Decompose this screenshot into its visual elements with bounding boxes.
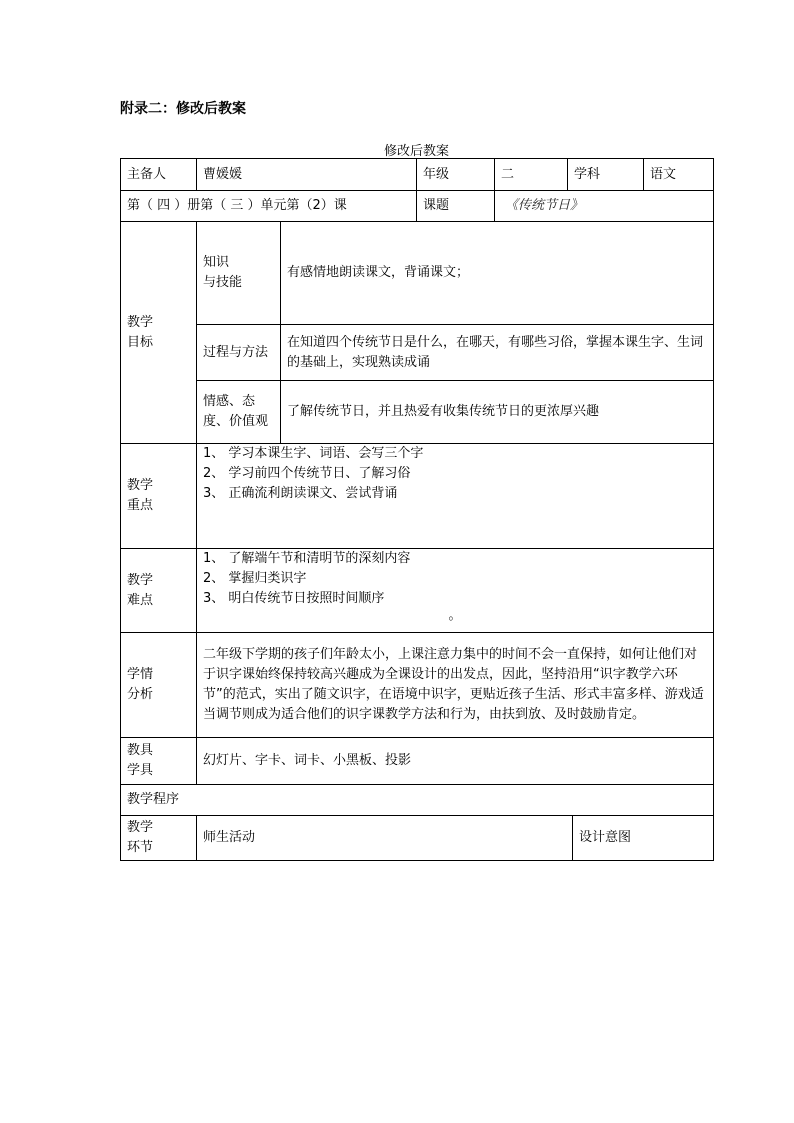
knowledge-label: 知识 与技能 <box>197 222 281 325</box>
table-caption: 修改后教案 <box>383 144 449 159</box>
subject-label: 学科 <box>568 159 644 191</box>
subject-value: 语文 <box>644 159 714 191</box>
attitude-label: 情感、态度、价值观 <box>197 381 281 444</box>
tools-label: 教具 学具 <box>121 738 197 785</box>
key-point-item: 3、 正确流利朗读课文、尝试背诵 <box>203 486 398 501</box>
difficulties-list <box>197 549 714 633</box>
difficulty-item: 3、 明白传统节日按照时间顺序 <box>203 591 385 606</box>
attitude-value: 了解传统节日，并且热爱有收集传统节日的更浓厚兴趣 <box>281 381 714 444</box>
grade-label: 年级 <box>417 159 495 191</box>
objective-knowledge-row <box>121 222 714 325</box>
knowledge-value: 有感情地朗读课文，背诵课文； <box>281 222 714 325</box>
preparer-label: 主备人 <box>121 159 197 191</box>
key-point-item: 2、 学习前四个传统节日、了解习俗 <box>203 466 411 481</box>
analysis-row <box>121 633 714 738</box>
grade-value: 二 <box>495 159 568 191</box>
difficulty-end-mark: 。 <box>448 608 462 623</box>
header-row <box>121 159 714 191</box>
topic-label: 课题 <box>417 191 495 222</box>
analysis-text: 二年级下学期的孩子们年龄太小，上课注意力集中的时间不会一直保持，如何让他们对于识字课始终保持较高兴趣成为全课设计的出发点，因此，坚持沿用“识字教学六环节”的范式，实出了随文识字，在语境中识字，更贴近孩子生活、形式丰富多样、游戏适当调节则成为适合他们的识字课教学方法和行为，由扶到放、及时鼓励肯定。 <box>197 633 714 738</box>
difficulty-item: 2、 掌握归类识字 <box>203 571 307 586</box>
objective-attitude-row <box>121 381 714 444</box>
topic-value: 《传统节日》 <box>495 191 714 222</box>
steps-row <box>121 816 714 861</box>
objective-process-row <box>121 325 714 381</box>
difficulty-item: 1、 了解端午节和清明节的深刻内容 <box>203 551 411 566</box>
steps-label: 教学 环节 <box>121 816 197 861</box>
key-point-item: 1、 学习本课生字、词语、会写三个字 <box>203 446 424 461</box>
objectives-label: 教学 目标 <box>121 222 197 444</box>
difficulties-label: 教学 难点 <box>121 549 197 633</box>
process-value: 在知道四个传统节日是什么，在哪天，有哪些习俗，掌握本课生字、生词的基础上，实现熟读成诵 <box>281 325 714 381</box>
process-label: 过程与方法 <box>197 325 281 381</box>
lesson-plan-table <box>120 158 714 861</box>
appendix-title: 附录二：修改后教案 <box>120 101 246 117</box>
procedure-row <box>121 785 714 816</box>
analysis-label: 学情 分析 <box>121 633 197 738</box>
volume-unit: 第（ 四 ）册第（ 三 ）单元第（2）课 <box>121 191 417 222</box>
tools-row <box>121 738 714 785</box>
lesson-row <box>121 191 714 222</box>
key-points-list <box>197 444 714 549</box>
activity-label: 师生活动 <box>197 816 573 861</box>
key-points-row <box>121 444 714 549</box>
key-points-label: 教学 重点 <box>121 444 197 549</box>
difficulties-row <box>121 549 714 633</box>
preparer-value: 曹媛媛 <box>197 159 417 191</box>
procedure-label: 教学程序 <box>121 785 714 816</box>
tools-value: 幻灯片、字卡、词卡、小黑板、投影 <box>197 738 714 785</box>
intent-label: 设计意图 <box>573 816 714 861</box>
